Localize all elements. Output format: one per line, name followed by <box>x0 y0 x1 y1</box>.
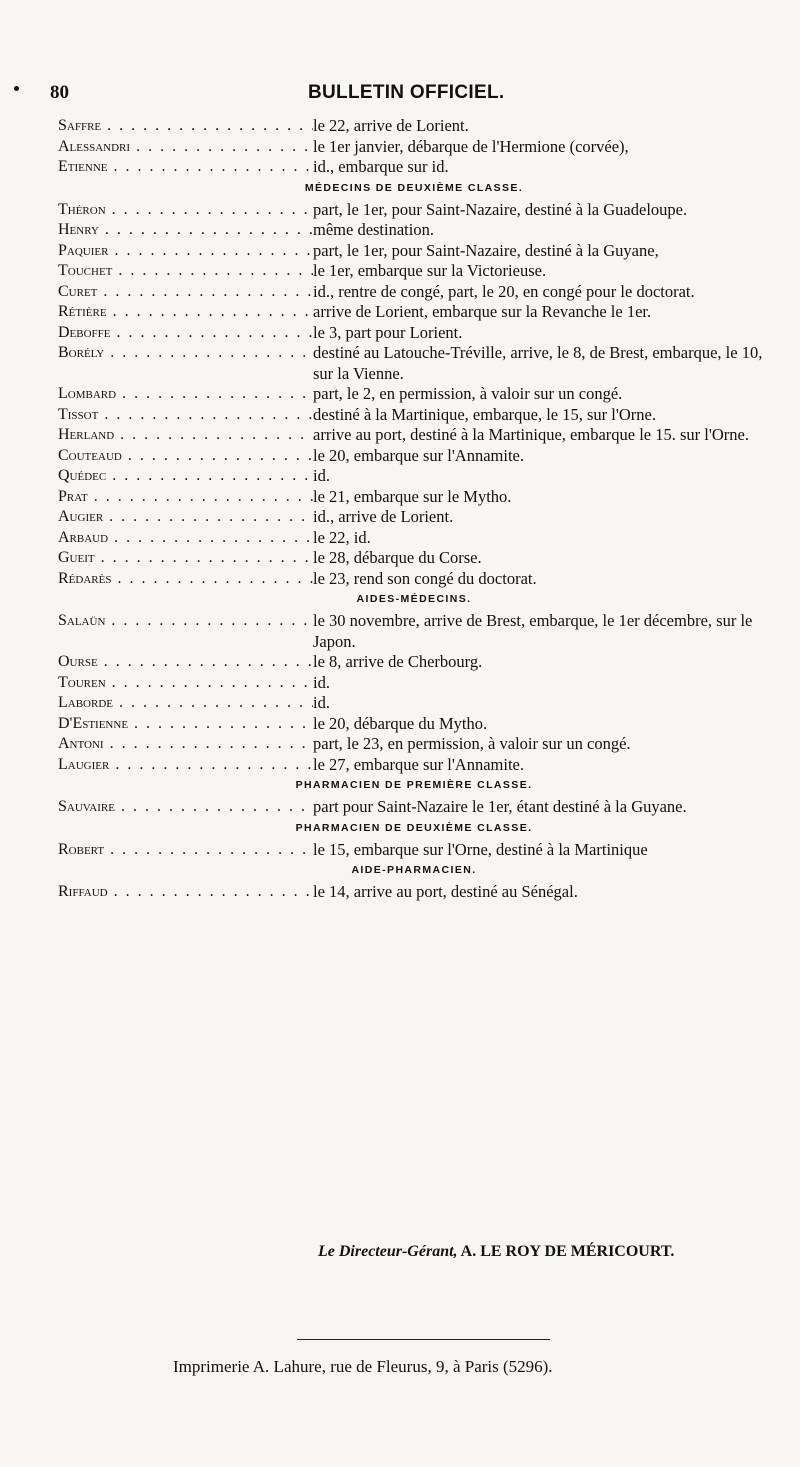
entry-name: Augier . . . <box>58 507 313 528</box>
entry-row <box>58 200 770 221</box>
entry-row <box>58 425 770 446</box>
entry-row <box>58 220 770 241</box>
entry-name: Ourse . . . <box>58 652 313 673</box>
entry-row <box>58 446 770 467</box>
entry-row <box>58 466 770 487</box>
footer-rule <box>297 1339 550 1340</box>
entry-name: Rédarès . . . <box>58 569 313 590</box>
entry-text: id., arrive de Lorient. <box>313 507 454 526</box>
entry-row <box>58 797 770 818</box>
entry-row <box>58 487 770 508</box>
entry-text: destiné au Latouche-Tréville, arrive, le 8, de Brest, embarque, le 10, sur la Vienne. <box>313 343 763 383</box>
entry-row <box>58 323 770 344</box>
entry-name: D'Estienne . . . <box>58 714 313 735</box>
entry-text: le 15, embarque sur l'Orne, destiné à la Martinique <box>313 839 648 859</box>
entry-row <box>58 116 770 137</box>
page-header <box>0 82 800 112</box>
entry-row <box>58 882 770 903</box>
entry-name: Lombard . . . <box>58 384 313 405</box>
signature <box>318 1243 674 1261</box>
signature-role: Le Directeur-Gérant, <box>318 1243 458 1260</box>
entry-row <box>58 673 770 694</box>
entry-name: Saffre . . . <box>58 116 313 137</box>
entry-text: id. <box>313 672 330 692</box>
entry-name: Henry . . . <box>58 220 313 241</box>
entry-text: le 20, débarque du Mytho. <box>313 713 488 733</box>
entry-row <box>58 611 770 652</box>
entry-row <box>58 241 770 262</box>
entry-text: part pour Saint-Nazaire le 1er, étant destiné à la Guyane. <box>313 797 687 816</box>
entry-text: le 23, rend son congé du doctorat. <box>313 568 537 588</box>
entry-text: le 8, arrive de Cherbourg. <box>313 652 483 671</box>
entry-name: Antoni . . . <box>58 734 313 755</box>
entry-name: Sauvaire . . . <box>58 797 313 818</box>
entry-name: Etienne . . . <box>58 157 313 178</box>
entry-name: Alessandri . . . <box>58 137 313 158</box>
entry-text: le 27, embarque sur l'Annamite. <box>313 754 524 774</box>
entry-text: id. <box>313 466 330 485</box>
signature-name: A. LE ROY DE MÉRICOURT. <box>460 1243 675 1260</box>
entry-name: Arbaud . . . <box>58 528 313 549</box>
entry-name: Laugier . . . <box>58 755 313 776</box>
entry-text: le 3, part pour Lorient. <box>313 322 463 342</box>
entry-text: id., rentre de congé, part, le 20, en congé pour le doctorat. <box>313 281 695 301</box>
entry-row <box>58 343 770 384</box>
entry-name: Borély . . . <box>58 343 313 364</box>
entry-name: Riffaud . . . <box>58 882 313 903</box>
entry-row <box>58 714 770 735</box>
entry-text: le 1er, embarque sur la Victorieuse. <box>313 261 547 280</box>
entry-name: Rétière . . . <box>58 302 313 323</box>
entry-text: arrive de Lorient, embarque sur la Revanche le 1er. <box>313 302 652 321</box>
section-heading: PHARMACIEN DE PREMIÈRE CLASSE. <box>295 779 533 791</box>
entry-name: Curet . . . <box>58 282 313 303</box>
entry-row <box>58 548 770 569</box>
entry-text: le 1er janvier, débarque de l'Hermione (corvée), <box>313 136 629 156</box>
entry-name: Touren . . . <box>58 673 313 694</box>
entry-name: Deboffe . . . <box>58 323 313 344</box>
entry-text: le 30 novembre, arrive de Brest, embarque, le 1er décembre, sur le Japon. <box>313 611 753 651</box>
imprint: Imprimerie A. Lahure, rue de Fleurus, 9, à Paris (5296). <box>173 1357 553 1376</box>
entry-name: Robert . . . <box>58 840 313 861</box>
entry-name: Salaün . . . <box>58 611 313 632</box>
entry-row <box>58 507 770 528</box>
section-heading: AIDE-PHARMACIEN. <box>351 864 477 876</box>
entry-text: part, le 1er, pour Saint-Nazaire, destiné à la Guadeloupe. <box>313 199 688 219</box>
entry-row <box>58 137 770 158</box>
entry-text: le 28, débarque du Corse. <box>313 548 482 567</box>
entry-row <box>58 261 770 282</box>
section-heading: MÉDECINS DE DEUXIÈME CLASSE. <box>304 181 524 194</box>
entry-row <box>58 157 770 178</box>
entry-text: id. <box>313 693 330 712</box>
entry-name: Prat . . . <box>58 487 313 508</box>
entry-text: part, le 23, en permission, à valoir sur un congé. <box>313 734 631 753</box>
entry-row <box>58 840 770 861</box>
entry-text: le 22, arrive de Lorient. <box>313 116 469 135</box>
entry-row <box>58 405 770 426</box>
entry-name: Touchet . . . <box>58 261 313 282</box>
entry-name: Couteaud . . . <box>58 446 313 467</box>
entry-text: le 20, embarque sur l'Annamite. <box>313 445 524 465</box>
entry-name: Paquier . . . <box>58 241 313 262</box>
entry-name: Tissot . . . <box>58 405 313 426</box>
entry-row <box>58 282 770 303</box>
entry-text: id., embarque sur id. <box>313 157 449 176</box>
entry-row <box>58 569 770 590</box>
entry-row <box>58 302 770 323</box>
entry-text: destiné à la Martinique, embarque, le 15, sur l'Orne. <box>313 404 656 424</box>
entry-text: part, le 2, en permission, à valoir sur un congé. <box>313 384 623 403</box>
entry-text: arrive au port, destiné à la Martinique, embarque le 15. sur l'Orne. <box>313 425 749 444</box>
entry-text: le 14, arrive au port, destiné au Sénégal. <box>313 882 578 901</box>
entry-name: Théron . . . <box>58 200 313 221</box>
entry-name: Herland . . . <box>58 425 313 446</box>
running-title: BULLETIN OFFICIEL. <box>308 82 505 103</box>
entry-row <box>58 528 770 549</box>
entry-name: Quédec . . . <box>58 466 313 487</box>
entry-row <box>58 652 770 673</box>
entry-name: Gueit . . . <box>58 548 313 569</box>
entry-text: part, le 1er, pour Saint-Nazaire, destiné à la Guyane, <box>313 240 659 260</box>
page-number: 80 <box>50 82 69 103</box>
entry-row <box>58 693 770 714</box>
entries-list <box>58 116 770 903</box>
entry-row <box>58 755 770 776</box>
entry-row <box>58 384 770 405</box>
entry-row <box>58 734 770 755</box>
entry-text: le 21, embarque sur le Mytho. <box>313 486 512 506</box>
entry-text: même destination. <box>313 220 434 239</box>
entry-text: le 22, id. <box>313 527 371 547</box>
section-heading: AIDES-MÉDECINS. <box>356 593 472 605</box>
entry-name: Laborde . . . <box>58 693 313 714</box>
section-heading: PHARMACIEN DE DEUXIÈME CLASSE. <box>295 821 533 834</box>
